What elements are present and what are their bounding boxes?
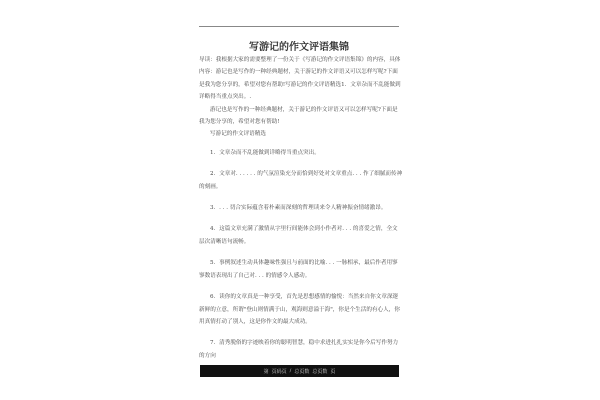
page-prefix: 第	[263, 368, 269, 375]
list-item: 3．. . . 切合实际蕴含着朴素而深刻的哲理读来令人精神振奋情绪激昂。	[210, 205, 387, 212]
header-rule	[199, 26, 399, 27]
document-title: 写游记的作文评语集锦	[249, 42, 349, 53]
list-item: 5．事例叙述生动具体趣味性强且与前面的比喻. . . 一脉相承，最后作者用寥寥数语表现出了自己对. . . 的情感令人感动。	[199, 260, 398, 279]
total-suffix: 页	[330, 368, 336, 375]
paragraph-lead: 游记也是写作的一种经典题材，关于游记的作文评语又可以怎样写呢?下面是我为您分享的，希望对您有帮助!	[199, 106, 398, 126]
list-item: 6．读你的文章真是一种享受，首先是思想感情的愉悦：当然来自你文章深邃新鲜的立意，所谓"登山则情满于山，观海则意溢于海"，你是个生活的有心人，你用真情打动了别人，这是你作文的最大成功。	[199, 294, 400, 325]
list-item: 7．清秀脱俗的字迹映着你的聪明智慧，稳中求进扎扎实实是你今后写作努力的方向	[199, 340, 399, 359]
page-separator: /	[289, 368, 292, 374]
page-number: 页码页	[271, 368, 287, 375]
section-heading: 写游记的作文评语精选	[210, 131, 266, 138]
document-body	[199, 54, 403, 362]
total-pages: 总页数	[312, 368, 328, 375]
paragraph-intro: 导读：我根据大家的需要整理了一份关于《写游记的作文评语集锦》的内容，具体内容：游记也是写作的一种经典题材，关于游记的作文评语又可以怎样写呢?下面是我为您分享的，希望对您有帮助!写游记的作文评语精选1．文章杂而不乱能做到详略得当重点突出。.	[199, 57, 401, 101]
page-footer	[200, 365, 399, 377]
list-item: 1．文章杂而不乱能做到详略得当重点突出。	[210, 149, 320, 156]
total-prefix: 总页数	[294, 368, 310, 375]
list-item: 4．这篇文章充满了激情从字里行间能体会到小作者对. . . 的喜爱之情，全文层次清晰语句流畅。	[199, 226, 398, 245]
list-item: 2．文章对. . . . . . 的气氛渲染充分而恰到好处对文章重点. . . 作了细腻而传神的刻画。	[199, 171, 403, 190]
